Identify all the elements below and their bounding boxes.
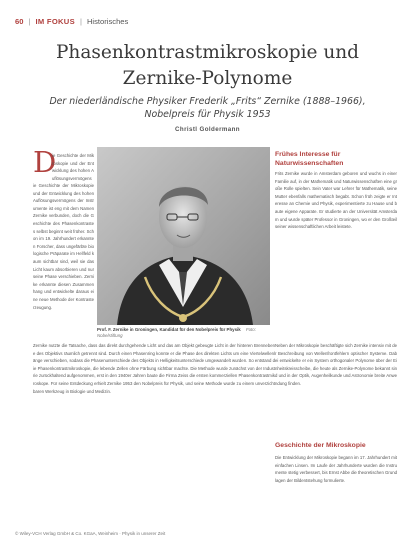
main-body-text: Zernike nutzte die Tatsache, dass das direkt durchgehende Licht und das am Objekt gebeugte Licht in der hinteren Brennebene des Objektivs räumlich getrennt sind. Durch einen Phasenring konnte er die Phase des direkten Lichts um eine Viertelwellenlänge verschieben, sodass die Phasenunterschiede des Objekts in Helligkeitsunterschiede umgewandelt wurden. So entstand die Phasenkontrastmikroskopie, die lebende Zellen ohne Färbung sichtbar machte. Die Methode wurde zunächst von der Industrie zurückhaltend aufgenommen, erst in den 1940er Jahren baute die Firma Zeiss die ersten kommerziellen Phasenkontrastmikroskope. Für seine Entdeckung erhielt Zernike 1953 den Nobelpreis für Physik, und seine Methode wurde zu einem unverzichtbaren Werkzeug in Biologie und Medizin.	[33, 343, 275, 394]
portrait-illustration	[97, 147, 270, 325]
left-column-text: ie Geschichte der Mikroskopie und der Entwicklung des hohen Auflösungsvermögens der Instrumente ist eng mit dem Namen Zernike verbunden, doch die Geschichte des Phasenkontrastes selbst beginnt weit früher. Schon im 19. Jahrhundert erkannten Forscher, dass ungefärbte biologische Präparate im Hellfeld kaum sichtbar sind, weil sie das Licht kaum absorbieren und nur seine Phase verschieben. Zernike erkannte diesen Zusammenhang und entwickelte daraus eine neue Methode der Kontrasterzeugung.	[33, 183, 94, 310]
photo-caption	[97, 327, 270, 339]
title-line-2: Zernike-Polynome	[122, 68, 293, 89]
author-byline: Christl Goldermann	[175, 126, 240, 133]
article-title	[15, 40, 400, 92]
subsection-label: Historisches	[86, 16, 129, 26]
intro-text-beside-dropcap: ie Geschichte der Mikroskopie und der Entwicklung des hohen Auflösungsvermögens	[52, 153, 94, 181]
history-section-text: Die Entwicklung der Mikroskopie begann im 17. Jahrhundert mit einfachen Linsen. Im Laufe der Jahrhunderte wurden die Instrumente stetig verbessert, bis Ernst Abbe die theoretischen Grundlagen der Bildentstehung formulierte.	[275, 455, 397, 483]
header-separator-2: |	[79, 16, 82, 26]
subtitle-line-2: Nobelpreis für Physik 1953	[144, 108, 271, 120]
header-separator: |	[28, 16, 31, 26]
caption-credit: Foto: Nobelstiftung	[97, 327, 256, 339]
caption-text: Prof. F. Zernike in Groningen, Kandidat für den Nobelpreis für Physik	[97, 327, 241, 332]
portrait-photo	[97, 147, 270, 325]
section-label: IM FOKUS	[35, 16, 75, 26]
page-header	[15, 14, 400, 28]
right-column-continuation: Neben der Mikroskopie beschäftigte sich Zernike intensiv mit der Beschreibung von Wellenfrontfehlern optischer Systeme. Dabei entwickelte er ein System orthogonaler Polynome über der Einheitskreisscheibe, die heute als Zernike-Polynome bekannt sind und in der Optik, Augenheilkunde und Astronomie breite Anwendung finden.	[275, 343, 397, 386]
side-section-heading: Frühes Interesse für Naturwissenschaften	[275, 151, 344, 167]
right-column-text: Frits Zernike wurde in Amsterdam geboren und wuchs in einer Familie auf, in der Mathematik und Naturwissenschaften eine große Rolle spielten. Sein Vater war Lehrer für Mathematik, seine Mutter ebenfalls mathematisch begabt. Schon früh zeigte er Interesse an Chemie und Physik, experimentierte zu Hause und baute eigene Apparate. Er studierte an der Universität Amsterdam und wurde später Professor in Groningen, wo er den Großteil seiner wissenschaftlichen Arbeit leistete.	[275, 171, 397, 230]
title-line-1: Phasenkontrastmikroskopie und	[55, 42, 359, 63]
page-footer: © Wiley-VCH Verlag GmbH & Co. KGaA, Weinheim · Physik in unserer Zeit	[15, 531, 166, 536]
subtitle-line-1: Der niederländische Physiker Frederik „Frits“ Zernike (1888–1966),	[49, 96, 366, 107]
page-number: 60	[15, 16, 24, 26]
history-section-heading: Geschichte der Mikroskopie	[275, 442, 366, 449]
article-subtitle	[20, 96, 395, 121]
drop-cap: D	[33, 145, 57, 179]
